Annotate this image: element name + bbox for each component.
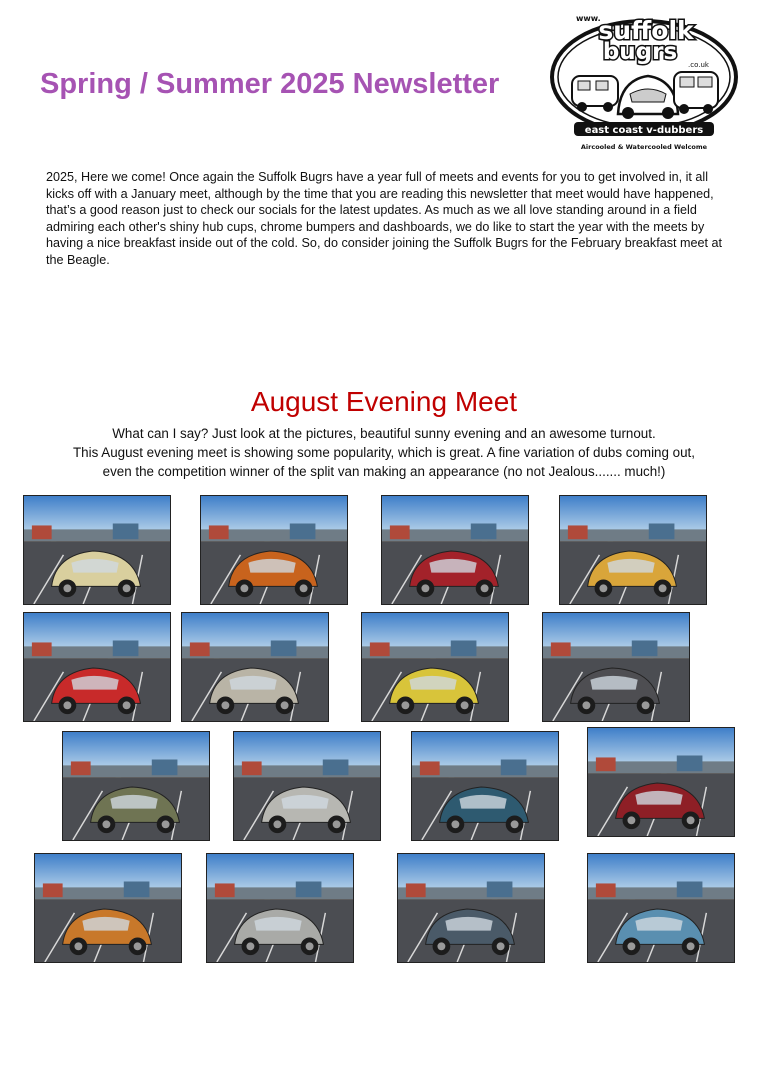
logo-banner: east coast v-dubbers <box>584 125 704 136</box>
photo-check-van <box>34 853 182 963</box>
logo-suffolk: suffolk <box>598 16 694 45</box>
logo-bugrs: bugrs <box>602 39 678 65</box>
photo-t4-blue <box>587 853 735 963</box>
photo-sunset-t5 <box>206 853 354 963</box>
photo-bay-van-yellow <box>559 495 707 605</box>
photo-golf-grey <box>542 612 690 722</box>
photo-beetle-red <box>381 495 529 605</box>
photo-beetle-cream <box>23 495 171 605</box>
photo-beetle-green <box>62 731 210 841</box>
photo-bay-van-blue <box>411 731 559 841</box>
logo-www: www. <box>576 14 601 23</box>
section-line: even the competition winner of the split van making an appearance (no not Jealous....... much!) <box>102 464 666 479</box>
photo-beetle-red-lot <box>23 612 171 722</box>
photo-saloon-red <box>587 727 735 837</box>
suffolk-bugrs-logo <box>548 10 742 152</box>
section-heading: August Evening Meet <box>250 386 518 417</box>
photo-yellow-car-red <box>361 612 509 722</box>
section-description <box>20 424 748 481</box>
intro-paragraph: 2025, Here we come! Once again the Suffolk Bugrs have a year full of meets and events for you to get involved in, it all kicks off with a January meet, although by the time that you are reading this newsletter that meet would have happened, that’s a good reason just to check our socials for the latest updates. As much as we all love standing around in a field admiring each other's shiny hub cups, chrome bumpers and dashboards, we do like to start the year with the meets by having a nice breakfast inside out of the cold. So, do consider joining the Suffolk Bugrs for the February breakfast meet at the Beagle. <box>46 170 723 267</box>
logo-van-left-icon <box>572 76 618 112</box>
logo-domain: .co.uk <box>688 61 709 69</box>
photo-buggy-orange <box>200 495 348 605</box>
logo-tagline: Aircooled & Watercooled Welcome <box>580 143 708 151</box>
logo-van-right-icon <box>674 72 718 114</box>
photo-beetle-silver <box>233 731 381 841</box>
section-line: What can I say? Just look at the pictures, beautiful sunny evening and an awesome turnout. <box>112 426 656 441</box>
photo-split-van <box>181 612 329 722</box>
newsletter-title: Spring / Summer 2025 Newsletter <box>40 68 500 100</box>
photo-bay-van-sunset <box>397 853 545 963</box>
section-line: This August evening meet is showing some popularity, which is great. A fine variation of dubs coming out, <box>72 445 695 460</box>
